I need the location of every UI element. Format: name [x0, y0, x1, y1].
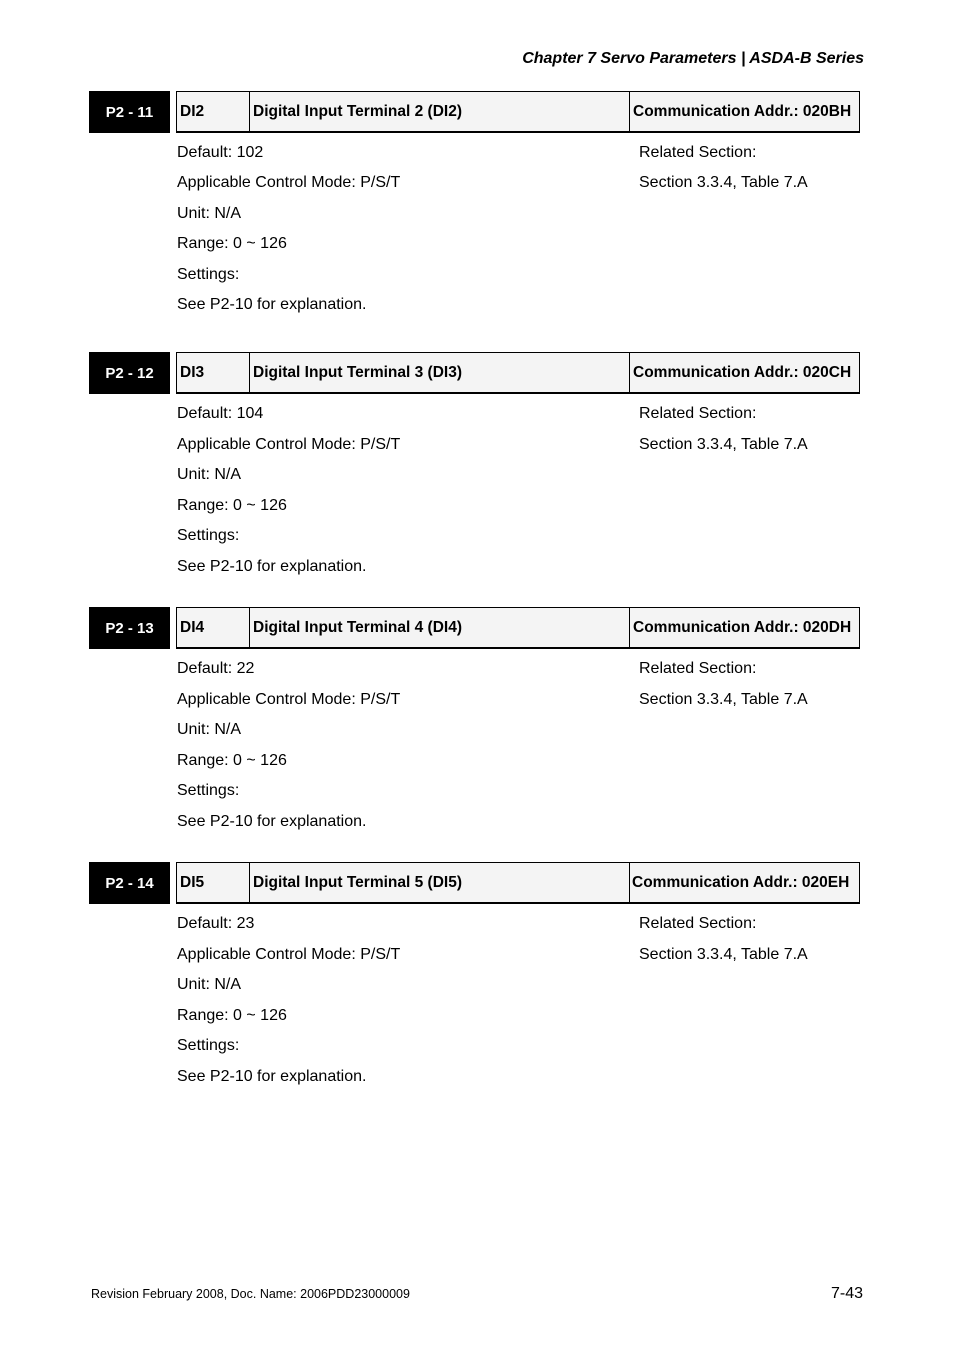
- related-section-value: Section 3.3.4, Table 7.A: [639, 691, 808, 708]
- explanation: See P2-10 for explanation.: [177, 558, 367, 575]
- communication-address: Communication Addr.: 020DH: [633, 618, 852, 636]
- parameter-name: Digital Input Terminal 3 (DI3): [250, 353, 630, 392]
- parameter-block: [0, 352, 954, 612]
- parameter-id-tag: P2 - 13: [89, 607, 170, 649]
- explanation: See P2-10 for explanation.: [177, 1068, 367, 1085]
- revision-note: Revision February 2008, Doc. Name: 2006PDD23000009: [91, 1287, 410, 1301]
- explanation: See P2-10 for explanation.: [177, 813, 367, 830]
- parameter-name: Digital Input Terminal 2 (DI2): [250, 92, 630, 131]
- communication-address: Communication Addr.: 020EH: [632, 873, 850, 891]
- parameter-block: [0, 91, 954, 351]
- related-section-value: Section 3.3.4, Table 7.A: [639, 174, 808, 191]
- related-section-value: Section 3.3.4, Table 7.A: [639, 946, 808, 963]
- related-section-label: Related Section:: [639, 144, 757, 161]
- parameter-block: [0, 862, 954, 1122]
- parameter-id-tag: P2 - 11: [89, 91, 170, 133]
- control-mode: Applicable Control Mode: P/S/T: [177, 946, 401, 963]
- related-section-label: Related Section:: [639, 405, 757, 422]
- parameter-name: Digital Input Terminal 4 (DI4): [250, 608, 630, 647]
- parameter-name: Digital Input Terminal 5 (DI5): [250, 863, 630, 902]
- communication-address: Communication Addr.: 020BH: [633, 102, 852, 120]
- unit: Unit: N/A: [177, 976, 242, 993]
- parameter-header-table: [176, 91, 860, 133]
- parameter-header-table: [176, 352, 860, 394]
- settings-label: Settings:: [177, 266, 240, 283]
- settings-label: Settings:: [177, 782, 240, 799]
- parameter-block: [0, 607, 954, 867]
- communication-address: Communication Addr.: 020CH: [633, 363, 852, 381]
- range: Range: 0 ~ 126: [177, 1007, 287, 1024]
- unit: Unit: N/A: [177, 721, 242, 738]
- parameter-code: DI5: [177, 863, 250, 902]
- parameter-header-table: [176, 862, 860, 904]
- default-value: Default: 102: [177, 144, 264, 161]
- parameter-header-table: [176, 607, 860, 649]
- unit: Unit: N/A: [177, 205, 242, 222]
- control-mode: Applicable Control Mode: P/S/T: [177, 436, 401, 453]
- range: Range: 0 ~ 126: [177, 235, 287, 252]
- related-section-label: Related Section:: [639, 660, 757, 677]
- explanation: See P2-10 for explanation.: [177, 296, 367, 313]
- control-mode: Applicable Control Mode: P/S/T: [177, 174, 401, 191]
- control-mode: Applicable Control Mode: P/S/T: [177, 691, 401, 708]
- parameter-id-tag: P2 - 14: [89, 862, 170, 904]
- settings-label: Settings:: [177, 1037, 240, 1054]
- running-header: Chapter 7 Servo Parameters | ASDA-B Series: [522, 50, 864, 67]
- default-value: Default: 22: [177, 660, 255, 677]
- settings-label: Settings:: [177, 527, 240, 544]
- default-value: Default: 104: [177, 405, 264, 422]
- default-value: Default: 23: [177, 915, 255, 932]
- range: Range: 0 ~ 126: [177, 752, 287, 769]
- related-section-label: Related Section:: [639, 915, 757, 932]
- range: Range: 0 ~ 126: [177, 497, 287, 514]
- page-number: 7-43: [830, 1285, 863, 1302]
- parameter-code: DI2: [177, 92, 250, 131]
- parameter-code: DI3: [177, 353, 250, 392]
- related-section-value: Section 3.3.4, Table 7.A: [639, 436, 808, 453]
- parameter-id-tag: P2 - 12: [89, 352, 170, 394]
- parameter-code: DI4: [177, 608, 250, 647]
- unit: Unit: N/A: [177, 466, 242, 483]
